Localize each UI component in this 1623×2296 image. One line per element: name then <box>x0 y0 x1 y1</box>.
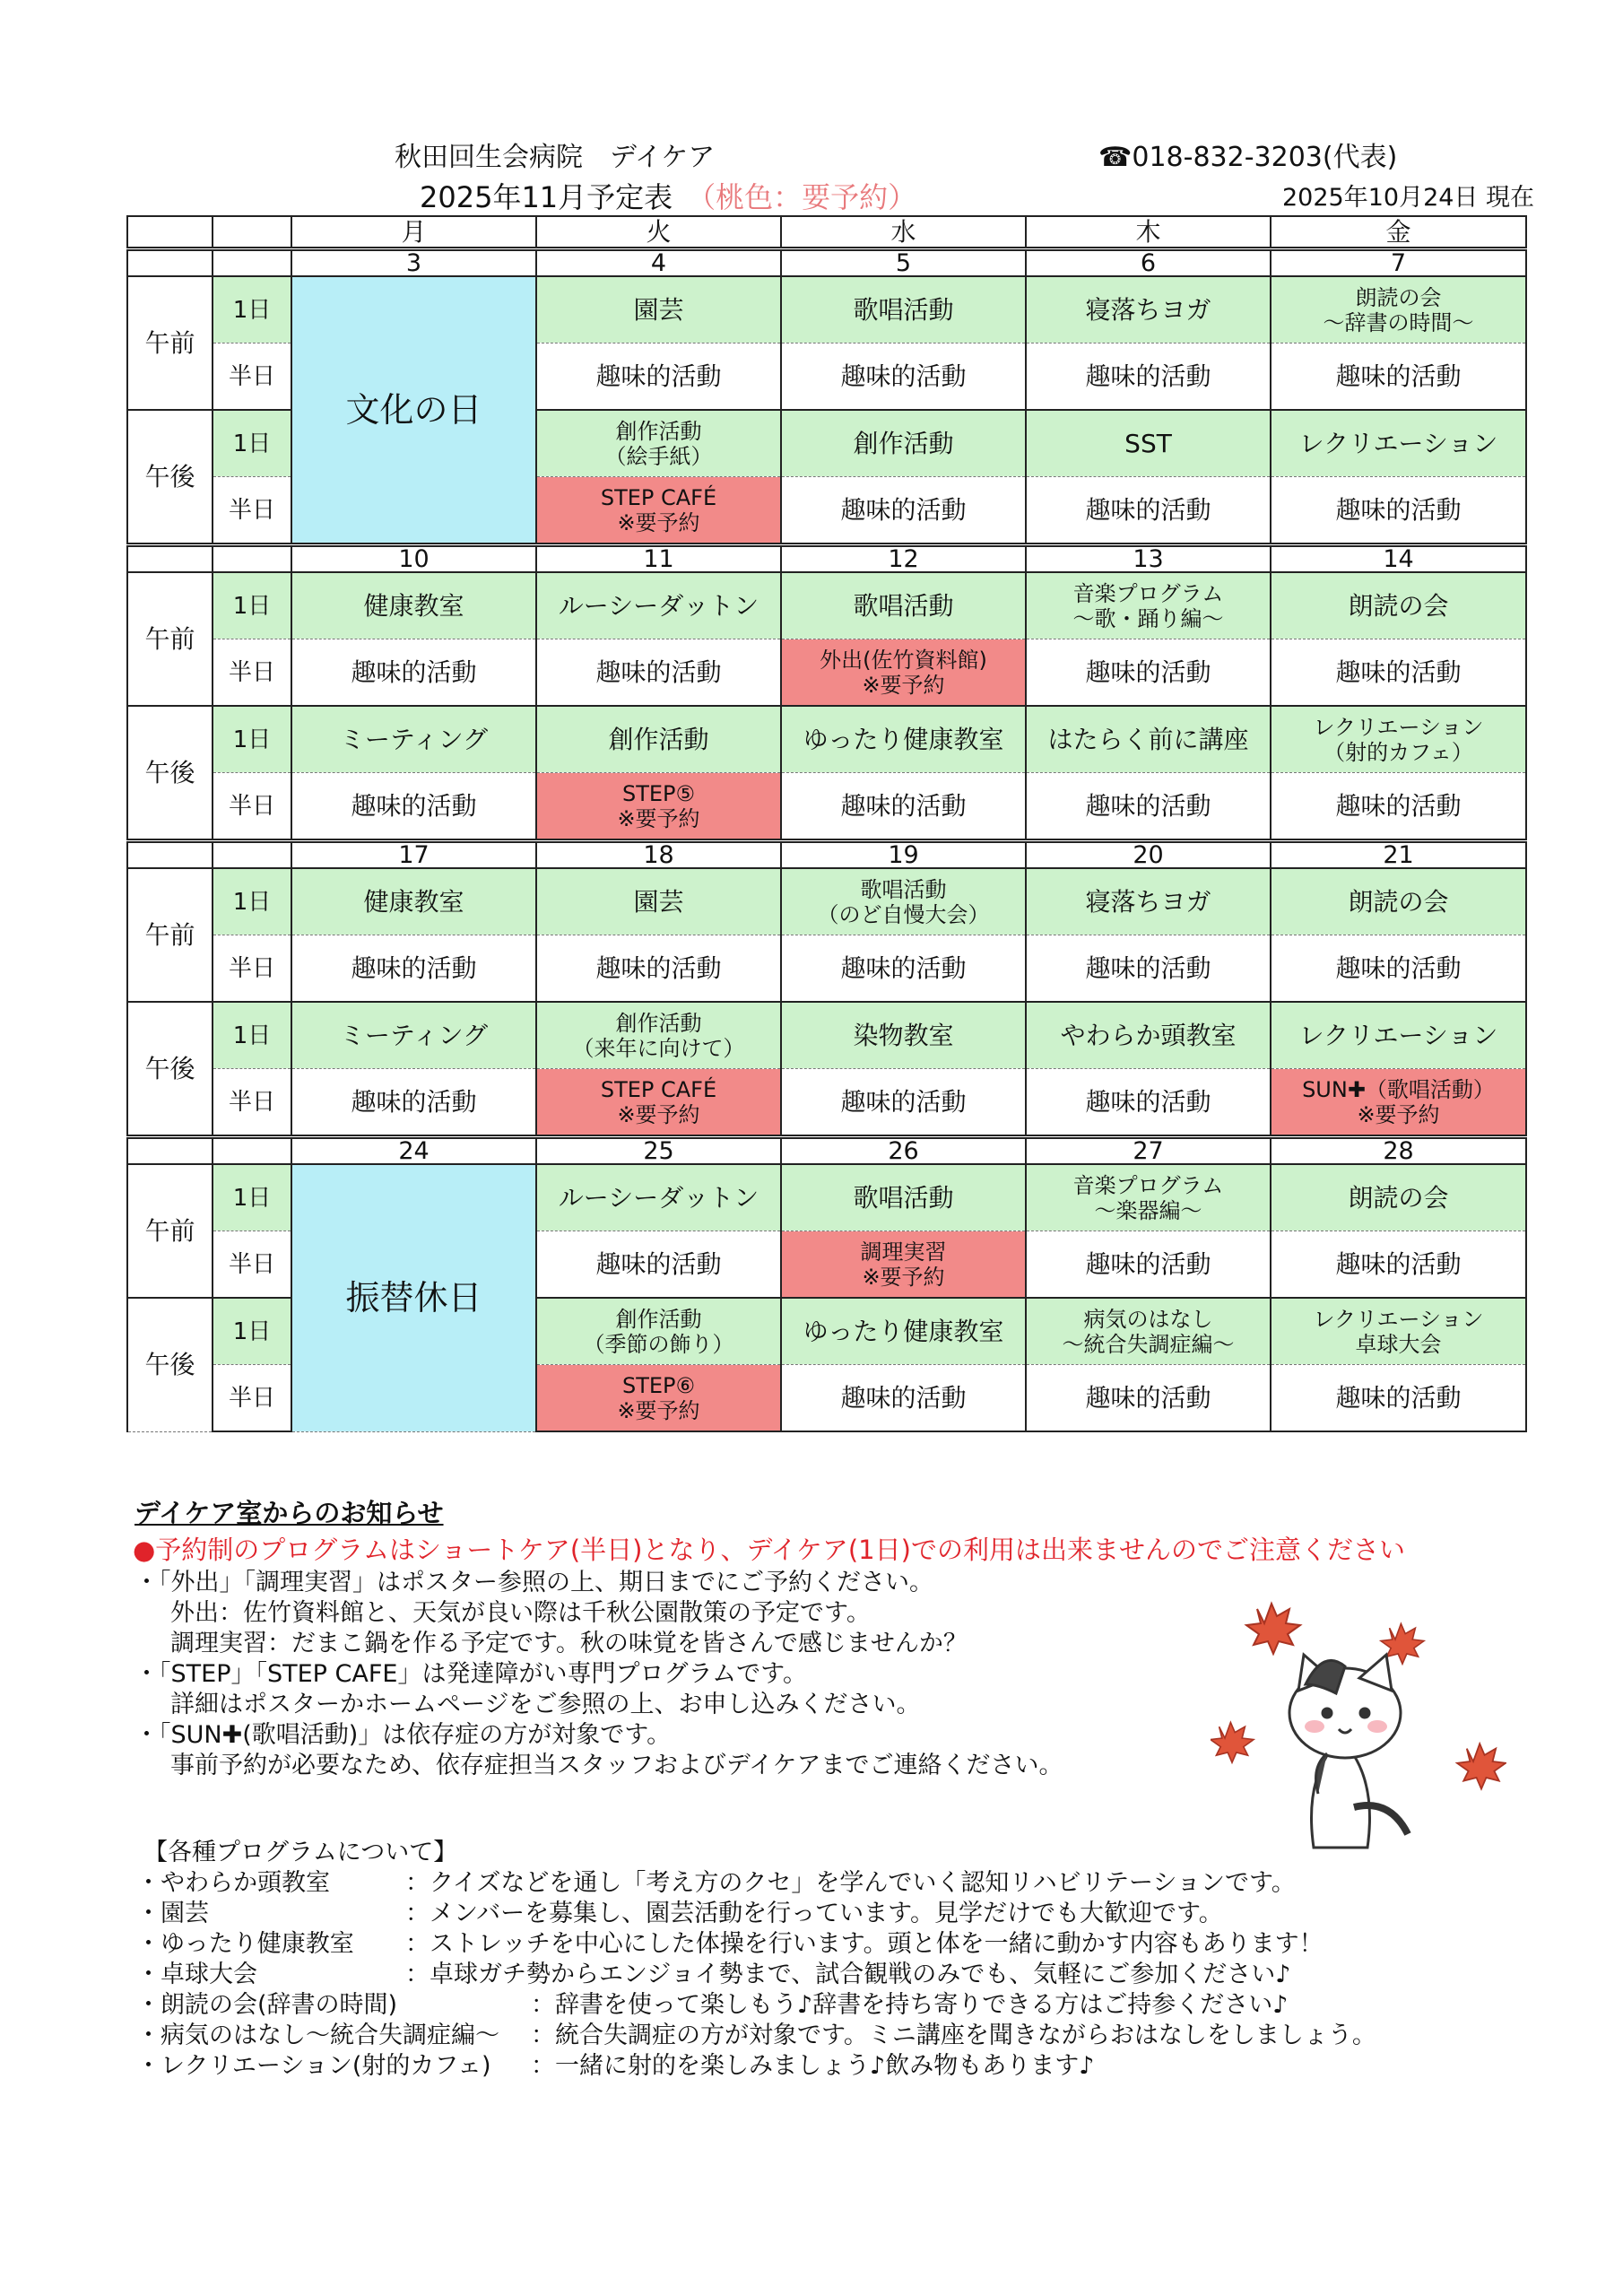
date: 12 <box>781 545 1026 573</box>
schedule-row <box>127 935 1526 1003</box>
program-desc-text: ：辞書を使って楽しもう♪辞書を持ち寄りできる方はご持参ください♪ <box>531 1991 1289 2019</box>
program-cell: 朗読の会 <box>1271 572 1526 639</box>
notice-line: 調理実習：だまこ鍋を作る予定です。秋の味覚を皆さんで感じませんか？ <box>170 1630 968 1657</box>
program-cell: はたらく前に講座 <box>1026 706 1271 773</box>
duration-full: 1日 <box>213 410 291 477</box>
date: 11 <box>536 545 781 573</box>
date: 20 <box>1026 841 1271 869</box>
program-cell: 趣味的活動 <box>1271 1365 1526 1432</box>
program-cell: ルーシーダットン <box>536 572 781 639</box>
program-cell <box>781 868 1026 935</box>
program-cell: 趣味的活動 <box>1026 1231 1271 1299</box>
program-cell: 趣味的活動 <box>291 639 536 707</box>
program-cell: ゆったり健康教室 <box>781 706 1026 773</box>
program-cell: ミーティング <box>291 706 536 773</box>
schedule-table <box>126 215 1527 1432</box>
reservation-note: ※要予約 <box>862 672 945 698</box>
program-desc-text: ：ストレッチを中心にした体操を行います。頭と体を一緒に動かす内容もあります！ <box>405 1930 1324 1958</box>
program-cell: 趣味的活動 <box>781 1069 1026 1137</box>
program-line: STEP CAFÉ <box>600 1076 717 1102</box>
program-desc-text: ：メンバーを募集し、園芸活動を行っています。見学だけでも大歓迎です。 <box>405 1900 1223 1927</box>
date: 28 <box>1271 1137 1526 1165</box>
program-cell: 趣味的活動 <box>1026 935 1271 1003</box>
date: 3 <box>291 249 536 277</box>
program-subtitle: ～辞書の時間～ <box>1323 309 1474 335</box>
program-line: レクリエーション <box>1313 1306 1484 1332</box>
program-cell: 歌唱活動 <box>781 572 1026 639</box>
program-line: 創作活動 <box>615 1306 702 1332</box>
weekday-fri: 金 <box>1271 216 1526 249</box>
program-line: レクリエーション <box>1313 714 1484 740</box>
program-subtitle: （季節の飾り） <box>583 1331 734 1357</box>
duration-half: 半日 <box>213 477 291 545</box>
program-subtitle: ～統合失調症編～ <box>1062 1331 1235 1357</box>
date-row <box>127 249 1526 277</box>
program-cell-reservation <box>781 1231 1026 1299</box>
cat-icon <box>1289 1655 1408 1848</box>
program-cell: 健康教室 <box>291 572 536 639</box>
program-cell-reservation <box>781 639 1026 707</box>
program-line: STEP CAFÉ <box>600 484 717 510</box>
program-line: 朗読の会 <box>1355 284 1442 310</box>
date-row <box>127 841 1526 869</box>
schedule-row <box>127 639 1526 707</box>
weekday-header-row <box>127 216 1526 249</box>
period-am: 午前 <box>127 276 213 410</box>
date: 17 <box>291 841 536 869</box>
program-cell: 寝落ちヨガ <box>1026 276 1271 344</box>
program-cell: 趣味的活動 <box>536 639 781 707</box>
duration-half: 半日 <box>213 773 291 841</box>
program-subtitle: （来年に向けて） <box>572 1035 745 1061</box>
program-cell: やわらか頭教室 <box>1026 1002 1271 1069</box>
program-cell: 趣味的活動 <box>291 773 536 841</box>
duration-full: 1日 <box>213 572 291 639</box>
program-cell: 趣味的活動 <box>1026 344 1271 411</box>
program-cell: 趣味的活動 <box>291 935 536 1003</box>
program-desc-name: ・卓球大会 <box>136 1961 257 1988</box>
program-cell <box>1271 276 1526 344</box>
duration-half: 半日 <box>213 935 291 1003</box>
program-desc-name: ・レクリエーション(射的カフェ) <box>136 2052 491 2080</box>
program-cell: ルーシーダットン <box>536 1164 781 1231</box>
reservation-note: ※要予約 <box>617 1397 700 1423</box>
program-desc-name: ・ゆったり健康教室 <box>136 1930 354 1958</box>
schedule-row <box>127 773 1526 841</box>
schedule-row <box>127 1002 1526 1069</box>
program-subtitle: 卓球大会 <box>1355 1331 1442 1357</box>
program-desc-name: ・病気のはなし～統合失調症編～ <box>136 2022 499 2049</box>
date: 5 <box>781 249 1026 277</box>
schedule-row <box>127 276 1526 344</box>
program-line: STEP⑥ <box>621 1372 696 1398</box>
program-line: 音楽プログラム <box>1072 1172 1224 1198</box>
program-line: 外出(佐竹資料館) <box>820 647 987 673</box>
program-cell: 趣味的活動 <box>1026 773 1271 841</box>
period-pm: 午後 <box>127 1298 213 1431</box>
date: 14 <box>1271 545 1526 573</box>
program-cell: 趣味的活動 <box>1026 639 1271 707</box>
program-cell: 趣味的活動 <box>536 935 781 1003</box>
program-cell: 趣味的活動 <box>1026 1365 1271 1432</box>
program-desc-text: ：クイズなどを通し「考え方のクセ」を学んでいく認知リハビリテーションです。 <box>405 1869 1296 1897</box>
program-cell: レクリエーション <box>1271 410 1526 477</box>
program-subtitle: ～楽器編～ <box>1094 1197 1202 1223</box>
date-row <box>127 1137 1526 1165</box>
program-line: 創作活動 <box>615 418 702 444</box>
program-cell: 創作活動 <box>781 410 1026 477</box>
notice-line: 事前予約が必要なため、依存症担当スタッフおよびデイケアまでご連絡ください。 <box>170 1752 1063 1779</box>
date: 7 <box>1271 249 1526 277</box>
program-cell: 創作活動 <box>536 706 781 773</box>
program-cell: 趣味的活動 <box>781 477 1026 545</box>
program-cell <box>1026 572 1271 639</box>
notice-line: ・「外出」「調理実習」はポスター参照の上、期日までにご予約ください。 <box>135 1569 933 1596</box>
weekday-tue: 火 <box>536 216 781 249</box>
program-cell <box>1271 1298 1526 1365</box>
duration-full: 1日 <box>213 276 291 344</box>
program-cell-reservation <box>536 1365 781 1432</box>
title-legend: （桃色：要予約） <box>701 180 917 214</box>
holiday-cell: 振替休日 <box>291 1164 536 1431</box>
maple-leaf-icon <box>1457 1744 1506 1788</box>
date: 19 <box>781 841 1026 869</box>
duration-half: 半日 <box>213 639 291 707</box>
date-row <box>127 545 1526 573</box>
notice-alert: ●予約制のプログラムはショートケア(半日)となり、デイケア(1日)での利用は出来ませんのでご注意ください <box>133 1535 1405 1565</box>
program-cell <box>536 1298 781 1365</box>
program-cell <box>1271 706 1526 773</box>
period-pm: 午後 <box>127 706 213 841</box>
weekday-thu: 木 <box>1026 216 1271 249</box>
duration-full: 1日 <box>213 1164 291 1231</box>
program-cell: 園芸 <box>536 868 781 935</box>
reservation-note: ※要予約 <box>617 805 700 831</box>
program-cell: 染物教室 <box>781 1002 1026 1069</box>
date: 4 <box>536 249 781 277</box>
hospital-name: 秋田回生会病院 デイケア <box>395 142 716 173</box>
program-desc-name: ・朗読の会(辞書の時間) <box>136 1991 398 2019</box>
maple-leaf-icon <box>1211 1722 1254 1762</box>
program-cell: 趣味的活動 <box>1026 1069 1271 1137</box>
phone-number: ☎018-832-3203(代表) <box>1098 142 1398 173</box>
program-desc-name: ・やわらか頭教室 <box>136 1869 330 1897</box>
program-cell-reservation <box>536 1069 781 1137</box>
period-am: 午前 <box>127 572 213 706</box>
program-cell: 趣味的活動 <box>291 1069 536 1137</box>
program-cell-reservation <box>1271 1069 1526 1137</box>
date: 27 <box>1026 1137 1271 1165</box>
program-desc-text: ：卓球ガチ勢からエンジョイ勢まで、試合観戦のみでも、気軽にご参加ください♪ <box>405 1961 1291 1988</box>
duration-half: 半日 <box>213 1365 291 1432</box>
reservation-note: ※要予約 <box>1357 1101 1440 1127</box>
program-cell: 趣味的活動 <box>1271 639 1526 707</box>
program-subtitle: ～歌・踊り編～ <box>1072 605 1224 631</box>
date: 21 <box>1271 841 1526 869</box>
period-pm: 午後 <box>127 410 213 545</box>
program-cell: 寝落ちヨガ <box>1026 868 1271 935</box>
weekday-mon: 月 <box>291 216 536 249</box>
program-cell: 朗読の会 <box>1271 1164 1526 1231</box>
program-cell <box>1026 1164 1271 1231</box>
date: 13 <box>1026 545 1271 573</box>
program-cell: 趣味的活動 <box>781 1365 1026 1432</box>
program-cell: 趣味的活動 <box>781 344 1026 411</box>
program-cell: 歌唱活動 <box>781 1164 1026 1231</box>
program-line: 歌唱活動 <box>860 876 947 902</box>
program-desc <box>136 2046 1094 2081</box>
date: 25 <box>536 1137 781 1165</box>
program-cell-reservation <box>536 477 781 545</box>
period-am: 午前 <box>127 1164 213 1298</box>
program-cell: 趣味的活動 <box>1271 477 1526 545</box>
program-subtitle: （のど自慢大会） <box>817 901 990 927</box>
notice-line: ・「SUN✚(歌唱活動)」は依存症の方が対象です。 <box>135 1721 672 1749</box>
program-desc-text: ：一緒に射的を楽しみましょう♪飲み物もあります♪ <box>531 2052 1095 2080</box>
program-cell: 趣味的活動 <box>1271 935 1526 1003</box>
program-cell: 趣味的活動 <box>781 935 1026 1003</box>
program-cell-reservation <box>536 773 781 841</box>
schedule-row <box>127 1164 1526 1231</box>
program-cell <box>536 1002 781 1069</box>
program-subtitle: （絵手紙） <box>604 443 713 469</box>
program-cell: 健康教室 <box>291 868 536 935</box>
program-cell: 趣味的活動 <box>1271 773 1526 841</box>
duration-full: 1日 <box>213 706 291 773</box>
schedule-row <box>127 572 1526 639</box>
program-line: STEP⑤ <box>621 780 696 806</box>
schedule-row <box>127 868 1526 935</box>
program-cell: ゆったり健康教室 <box>781 1298 1026 1365</box>
program-line: 調理実習 <box>860 1239 947 1265</box>
duration-full: 1日 <box>213 1002 291 1069</box>
program-cell: 歌唱活動 <box>781 276 1026 344</box>
program-cell: 趣味的活動 <box>1271 344 1526 411</box>
programs-heading: 【各種プログラムについて】 <box>143 1839 458 1866</box>
program-cell <box>1026 1298 1271 1365</box>
date: 10 <box>291 545 536 573</box>
program-cell: 園芸 <box>536 276 781 344</box>
notice-line: 外出：佐竹資料館と、天気が良い際は千秋公園散策の予定です。 <box>170 1599 871 1627</box>
schedule-row <box>127 1069 1526 1137</box>
duration-half: 半日 <box>213 1069 291 1137</box>
date: 24 <box>291 1137 536 1165</box>
program-line: 病気のはなし <box>1083 1306 1213 1332</box>
duration-full: 1日 <box>213 1298 291 1365</box>
duration-half: 半日 <box>213 1231 291 1299</box>
reservation-note: ※要予約 <box>617 1101 700 1127</box>
program-line: 音楽プログラム <box>1072 580 1224 606</box>
program-cell: 趣味的活動 <box>536 344 781 411</box>
program-cell: レクリエーション <box>1271 1002 1526 1069</box>
title-main: 2025年11月予定表 <box>420 180 702 214</box>
program-cell: 趣味的活動 <box>781 773 1026 841</box>
reservation-note: ※要予約 <box>617 509 700 535</box>
program-cell: ミーティング <box>291 1002 536 1069</box>
program-desc-name: ・園芸 <box>136 1900 209 1927</box>
program-cell: 朗読の会 <box>1271 868 1526 935</box>
cat-autumn-leaves-illustration <box>1211 1578 1506 1866</box>
duration-full: 1日 <box>213 868 291 935</box>
duration-half: 半日 <box>213 344 291 411</box>
program-desc-text: ：統合失調症の方が対象です。ミニ講座を聞きながらおはなしをしましょう。 <box>531 2022 1376 2049</box>
notice-heading: デイケア室からのお知らせ <box>135 1498 444 1528</box>
program-cell: 趣味的活動 <box>536 1231 781 1299</box>
period-pm: 午後 <box>127 1002 213 1137</box>
date: 18 <box>536 841 781 869</box>
reservation-note: ※要予約 <box>862 1264 945 1290</box>
program-line: 創作活動 <box>615 1010 702 1036</box>
notice-line: ・「STEP」「STEP CAFE」は発達障がい専門プログラムです。 <box>135 1660 808 1688</box>
program-line: SUN✚（歌唱活動） <box>1302 1076 1495 1102</box>
program-cell: 趣味的活動 <box>1271 1231 1526 1299</box>
weekday-wed: 水 <box>781 216 1026 249</box>
period-am: 午前 <box>127 868 213 1002</box>
program-cell: 趣味的活動 <box>1026 477 1271 545</box>
program-subtitle: （射的カフェ） <box>1324 739 1473 765</box>
holiday-cell: 文化の日 <box>291 276 536 545</box>
maple-leaf-icon <box>1246 1604 1300 1654</box>
page-title <box>420 175 916 216</box>
date: 26 <box>781 1137 1026 1165</box>
schedule-row <box>127 706 1526 773</box>
program-cell <box>536 410 781 477</box>
notice-line: 詳細はポスターかホームページをご参照の上、お申し込みください。 <box>170 1691 921 1718</box>
date: 6 <box>1026 249 1271 277</box>
program-cell: SST <box>1026 410 1271 477</box>
as-of-date: 2025年10月24日 現在 <box>1282 184 1535 212</box>
